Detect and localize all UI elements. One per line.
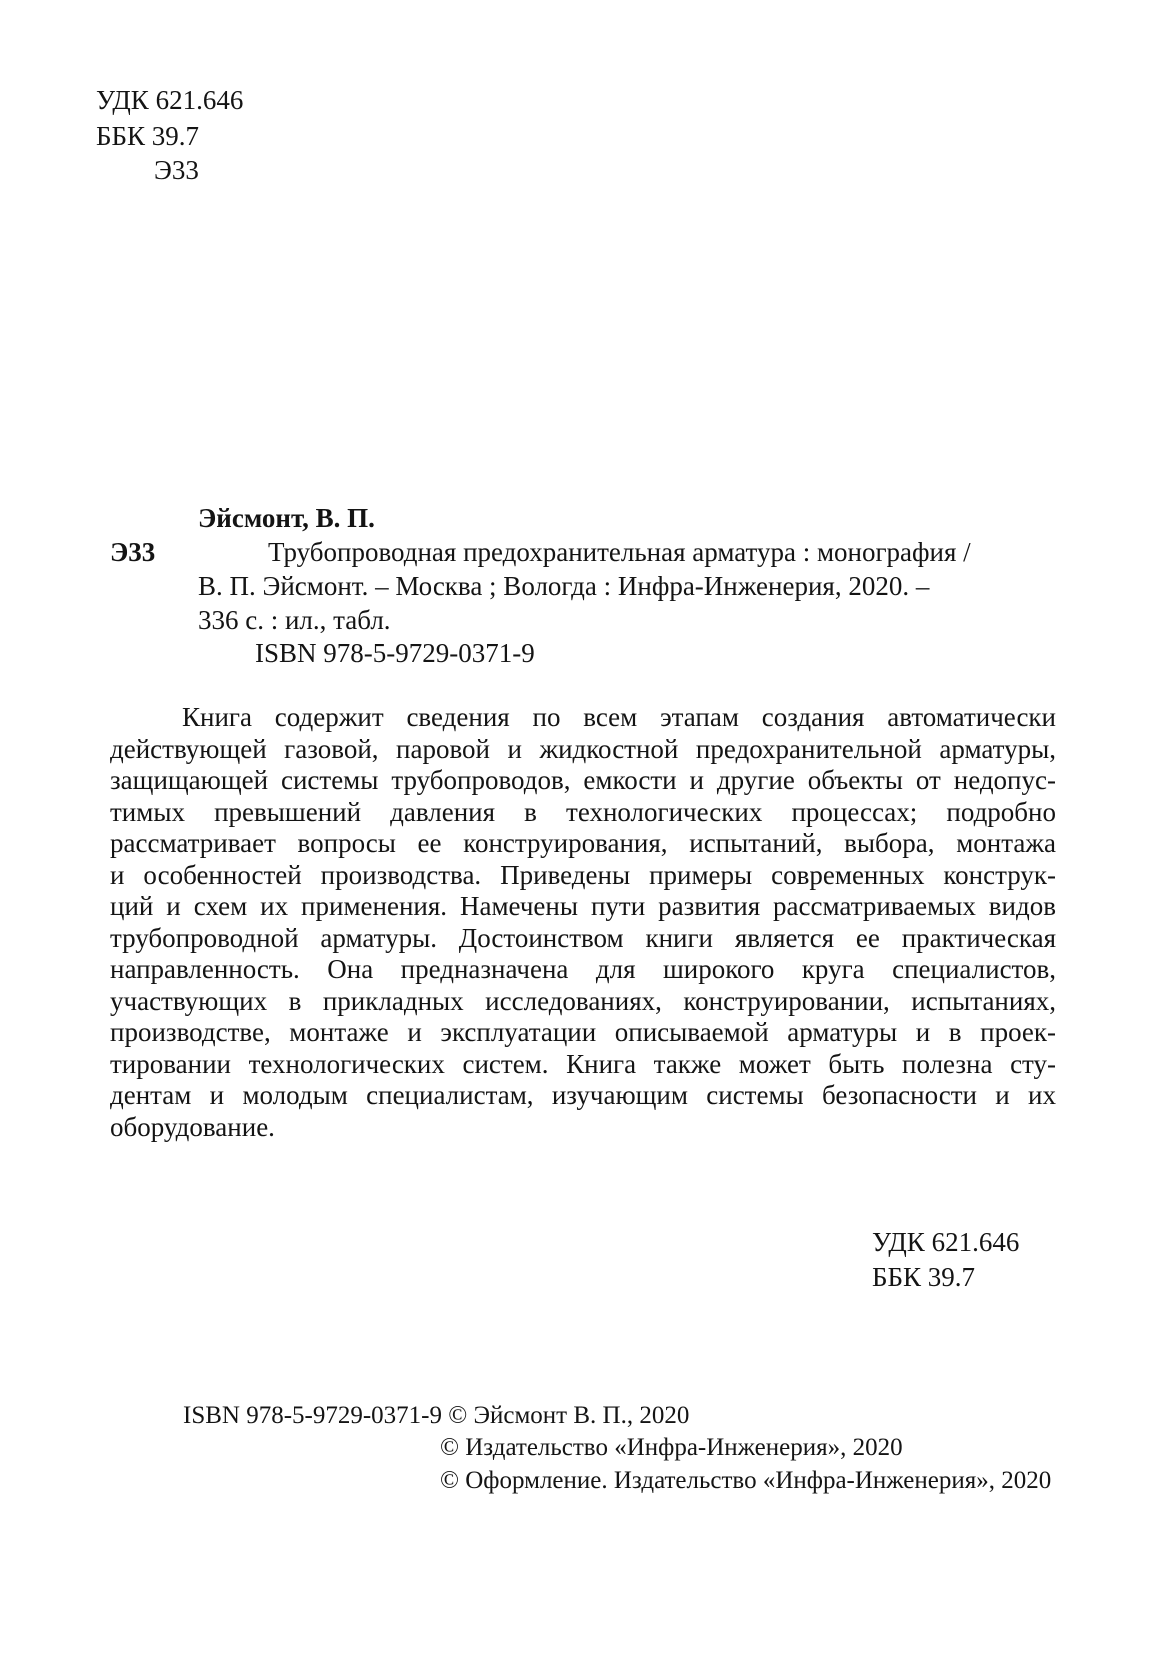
annotation-line: участвующих в прикладных исследованиях, конструировании, испытаниях, xyxy=(110,985,1056,1016)
annotation-line: ций и схем их применения. Намечены пути развития рассматриваемых видов xyxy=(110,891,1056,921)
author-index: Э33 xyxy=(154,155,199,185)
copyright-publisher: © Издательство «Инфра-Инженерия», 2020 xyxy=(440,1434,903,1461)
annotation-line: Книга содержит сведения по всем этапам создания автоматически xyxy=(182,702,1056,732)
bbk-code: ББК 39.7 xyxy=(96,121,200,151)
annotation-line: дентам и молодым специалистам, изучающим системы безопасности и их xyxy=(110,1080,1056,1110)
annotation-line: трубопроводной арматуры. Достоинством книги является ее практическая xyxy=(110,922,1056,953)
bbk-code-bottom: ББК 39.7 xyxy=(872,1262,976,1292)
annotation-line: оборудование. xyxy=(110,1111,275,1142)
annotation-line: действующей газовой, паровой и жидкостной предохранительной арматуры, xyxy=(110,733,1056,764)
isbn: ISBN 978-5-9729-0371-9 xyxy=(255,638,535,668)
annotation-line: защищающей системы трубопроводов, емкости и другие объекты от недопус- xyxy=(110,765,1056,795)
annotation-paragraph xyxy=(110,702,1056,1143)
bibliographic-line: В. П. Эйсмонт. – Москва ; Вологда : Инфра-Инженерия, 2020. – xyxy=(198,571,930,601)
bibliographic-line: Трубопроводная предохранительная арматура : монография / xyxy=(268,537,971,567)
annotation-line: направленность. Она предназначена для широкого круга специалистов, xyxy=(110,954,1056,984)
udk-code: УДК 621.646 xyxy=(96,85,244,115)
annotation-line: и особенностей производства. Приведены примеры современных конструк- xyxy=(110,859,1056,890)
annotation-line: тимых превышений давления в технологических процессах; подробно xyxy=(110,796,1056,827)
author-index-code: Э33 xyxy=(110,537,156,567)
annotation-line: тировании технологических систем. Книга также может быть полезна сту- xyxy=(110,1048,1056,1079)
copyright-design: © Оформление. Издательство «Инфра-Инженерия», 2020 xyxy=(440,1467,1052,1494)
copyright-isbn-author: ISBN 978-5-9729-0371-9 © Эйсмонт В. П., 2020 xyxy=(183,1402,690,1429)
bibliographic-line: 336 с. : ил., табл. xyxy=(198,605,391,635)
annotation-line: рассматривает вопросы ее конструирования, испытаний, выбора, монтажа xyxy=(110,828,1056,858)
author-name: Эйсмонт, В. П. xyxy=(198,503,375,533)
udk-code-bottom: УДК 621.646 xyxy=(872,1227,1020,1257)
annotation-line: производстве, монтаже и эксплуатации описываемой арматуры и в проек- xyxy=(110,1017,1056,1047)
